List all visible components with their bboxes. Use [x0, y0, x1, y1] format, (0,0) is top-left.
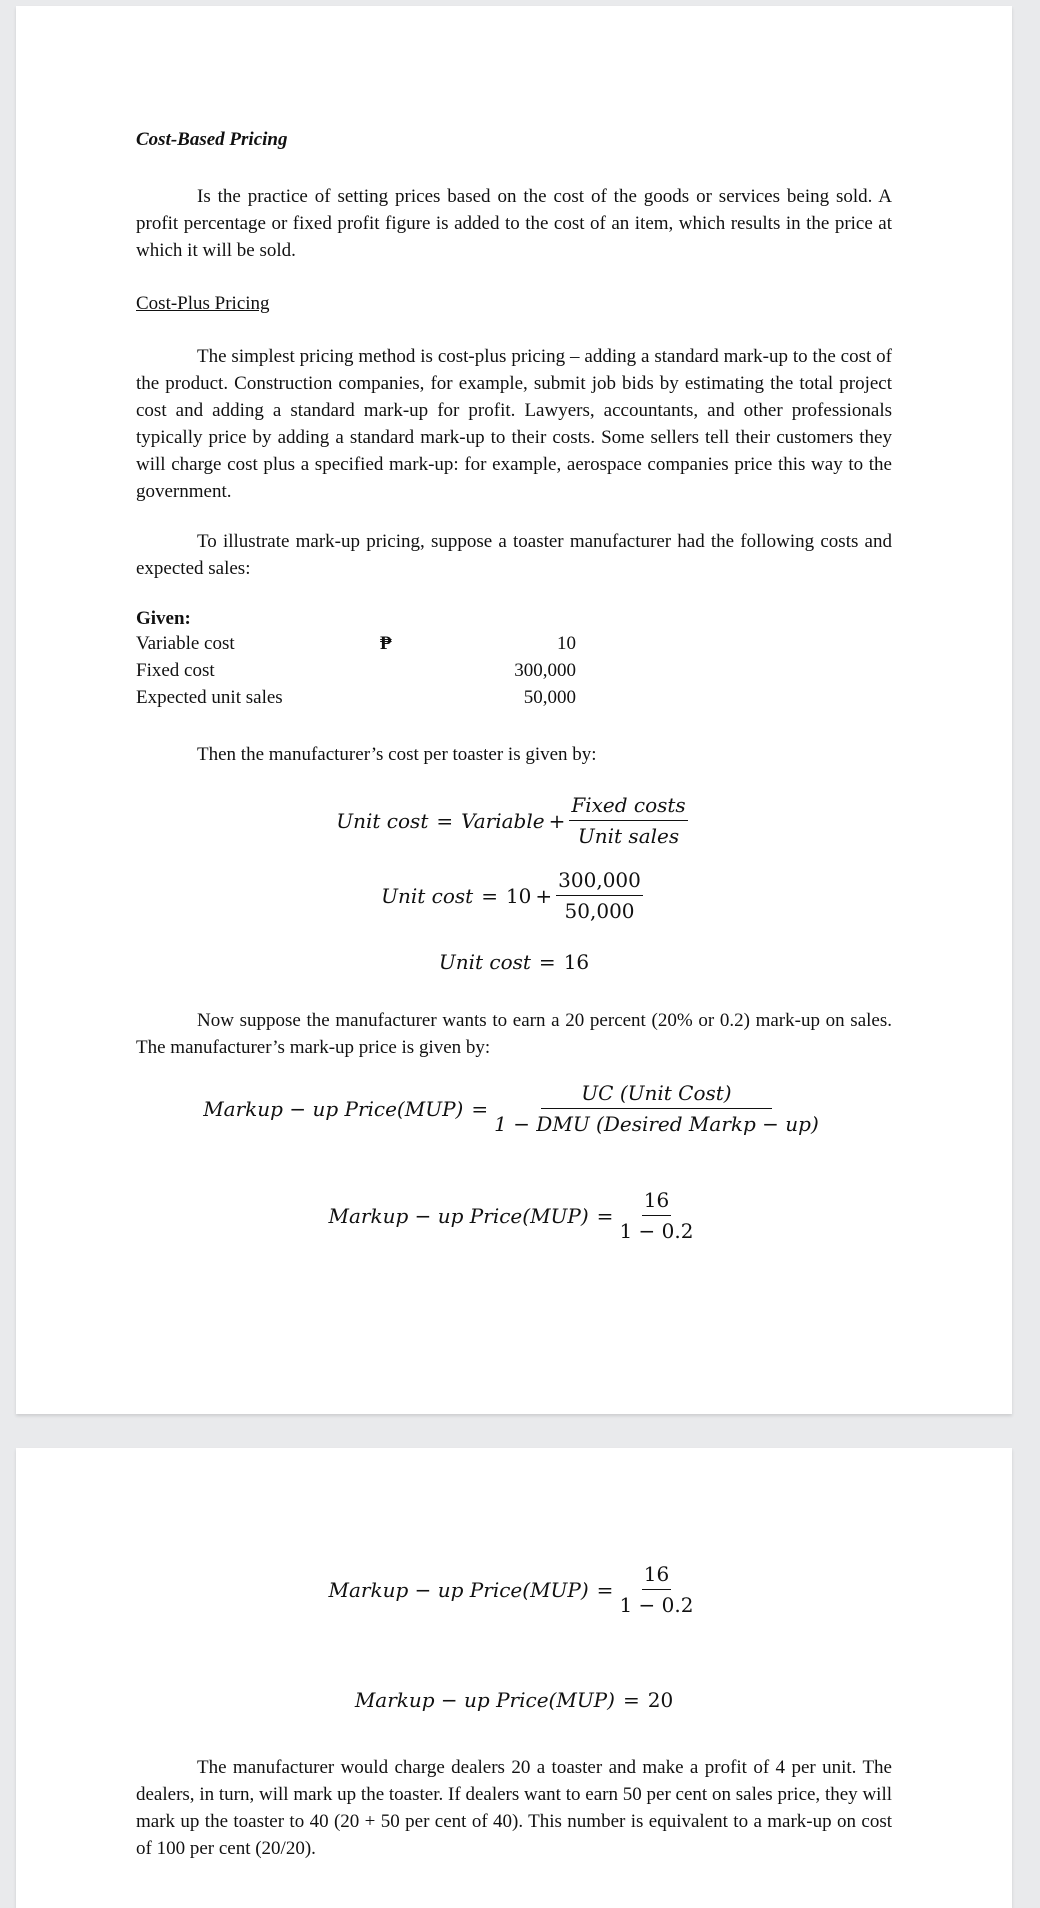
given-value: 10 [557, 633, 576, 654]
cost-plus-paragraph-block [136, 343, 892, 505]
given-row-fixed-cost [136, 657, 892, 684]
eq-plus: + [535, 883, 553, 908]
cost-plus-heading-block [136, 290, 892, 317]
equation-markup-result [16, 1688, 1012, 1712]
cost-plus-paragraph: The simplest pricing method is cost-plus pricing – adding a standard mark-up to the cost of the product. Construction companies, for example, submit job bids by estimating the total project cost and adding a standard mark-up for profit. Lawyers, accountants, and other professionals typically price by adding a standard mark-up to their costs. Some sellers tell their customers they will charge cost plus a specified mark-up: for example, aerospace companies price this way to the government. [136, 346, 892, 502]
equation-unit-cost-values [16, 868, 1012, 923]
equation-markup-values-repeat [16, 1562, 1012, 1617]
page-title: Cost-Based Pricing [136, 129, 288, 150]
eq-lhs: Unit cost [336, 808, 429, 833]
intro-paragraph-block [136, 183, 892, 264]
given-label: Variable cost [136, 633, 235, 654]
eq-numerator: 16 [642, 1562, 671, 1590]
markup-paragraph-block [136, 1007, 892, 1061]
given-label: Fixed cost [136, 660, 215, 681]
conclusion-paragraph-block [136, 1754, 892, 1862]
eq-equals: = [481, 883, 498, 908]
eq-plus: + [548, 808, 566, 833]
eq-lhs: Unit cost [381, 883, 474, 908]
given-title: Given: [136, 608, 191, 629]
eq-equals: = [538, 950, 556, 974]
eq-fraction [492, 1081, 821, 1136]
equation-unit-cost-formula [16, 793, 1012, 848]
eq-denominator: Unit sales [577, 824, 680, 848]
eq-numerator: UC (Unit Cost) [541, 1081, 771, 1109]
eq-lhs: Markup − up Price(MUP) [354, 1688, 615, 1712]
equation-unit-cost-result [16, 950, 1012, 974]
eq-rhs: 20 [647, 1688, 674, 1712]
eq-equals: = [471, 1096, 489, 1121]
given-row-expected-unit-sales [136, 684, 892, 711]
eq-equals: = [596, 1577, 614, 1602]
illustration-paragraph: To illustrate mark-up pricing, suppose a toaster manufacturer had the following costs and expected sales: [136, 531, 892, 579]
equation-markup-values [16, 1188, 1012, 1243]
document-page-1 [16, 6, 1012, 1414]
document-page-2 [16, 1448, 1012, 1908]
markup-paragraph: Now suppose the manufacturer wants to earn a 20 percent (20% or 0.2) mark-up on sales. The manufacturer’s mark-up price is given by: [136, 1010, 892, 1058]
eq-denominator: 1 − DMU (Desired Markp − up) [494, 1112, 819, 1136]
intro-paragraph: Is the practice of setting prices based on the cost of the goods or services being sold. A profit percentage or fixed profit figure is added to the cost of an item, which results in the price at which it will be sold. [136, 186, 892, 261]
eq-fraction [617, 1188, 695, 1243]
eq-numerator: 300,000 [556, 868, 643, 896]
eq-fraction [617, 1562, 695, 1617]
given-value: 300,000 [514, 660, 576, 681]
eq-numerator: Fixed costs [569, 793, 687, 821]
eq-fraction [556, 868, 643, 923]
conclusion-paragraph: The manufacturer would charge dealers 20 a toaster and make a profit of 4 per unit. The dealers, in turn, will mark up the toaster. If dealers want to earn 50 per cent on sales price, they will mark up the toaster to 40 (20 + 50 per cent of 40). This number is equivalent to a mark-up on cost of 100 per cent (20/20). [136, 1757, 892, 1859]
eq-equals: = [622, 1688, 640, 1712]
eq-lhs: Markup − up Price(MUP) [328, 1577, 589, 1602]
eq-term: 10 [505, 883, 532, 908]
unit-cost-intro-block [136, 741, 892, 768]
eq-equals: = [436, 808, 454, 833]
eq-lhs: Markup − up Price(MUP) [328, 1203, 589, 1228]
eq-numerator: 16 [642, 1188, 671, 1216]
eq-denominator: 50,000 [564, 899, 635, 923]
eq-fraction [569, 793, 687, 848]
eq-denominator: 1 − 0.2 [619, 1593, 694, 1617]
section-heading [136, 126, 892, 153]
eq-lhs: Markup − up Price(MUP) [203, 1096, 464, 1121]
eq-equals: = [596, 1203, 614, 1228]
equation-markup-formula [16, 1081, 1012, 1136]
given-table [136, 608, 892, 711]
illustration-paragraph-block [136, 528, 892, 582]
given-value: 50,000 [523, 687, 576, 708]
eq-denominator: 1 − 0.2 [619, 1219, 694, 1243]
eq-rhs: 16 [563, 950, 590, 974]
eq-term: Variable [461, 808, 545, 833]
given-row-variable-cost [136, 630, 892, 657]
unit-cost-intro: Then the manufacturer’s cost per toaster is given by: [197, 744, 597, 765]
cost-plus-subheading: Cost-Plus Pricing [136, 293, 270, 314]
eq-lhs: Unit cost [438, 950, 531, 974]
peso-currency-symbol: ₱ [380, 633, 392, 654]
given-label: Expected unit sales [136, 687, 283, 708]
